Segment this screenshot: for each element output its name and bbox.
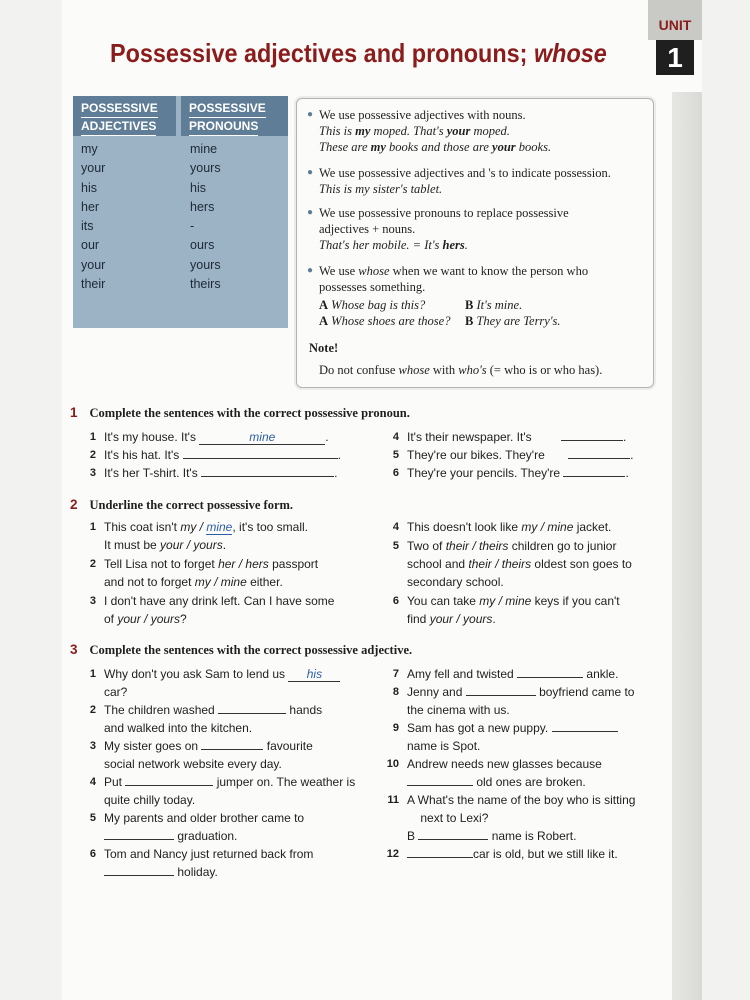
answer-blank[interactable] [407, 773, 473, 786]
unit-number: 1 [656, 40, 694, 75]
rule-1-text: We use possessive adjectives with nouns. [319, 108, 526, 122]
choice-option[interactable]: her / hers [218, 557, 269, 571]
grammar-rules-box [296, 98, 654, 388]
answer-blank[interactable] [104, 863, 174, 876]
answer-blank[interactable] [418, 827, 488, 840]
exercise-2-instruction: Underline the correct possessive form. [89, 498, 294, 512]
exercise-3-title [70, 642, 412, 658]
adjective-cell: her [81, 199, 100, 214]
note-title: Note! [309, 341, 339, 355]
exercise-2-title [70, 497, 293, 513]
pronoun-cell: mine [190, 142, 218, 156]
rule-4 [307, 263, 644, 329]
exercise-2-number: 2 [70, 497, 78, 512]
answer-blank[interactable] [466, 683, 536, 696]
adjective-cell: your [81, 257, 106, 272]
answer-blank[interactable] [125, 773, 213, 786]
answer-blank[interactable] [517, 665, 583, 678]
rule-4-text-line1: We use whose when we want to know the person who [319, 264, 589, 278]
answer-blank[interactable]: his [288, 668, 340, 682]
note-text: Do not confuse whose with who's (= who is or who has). [319, 363, 603, 377]
pronoun-cell: - [190, 219, 195, 234]
adjective-cell: our [81, 238, 100, 253]
unit-label: UNIT [648, 0, 702, 40]
rule-3-text-line1: We use possessive pronouns to replace possessive [319, 206, 569, 220]
pronoun-cell: ours [190, 238, 215, 253]
page-title-main: Possessive adjectives and pronouns; [110, 38, 528, 68]
answer-blank[interactable] [218, 701, 286, 714]
pronoun-cell: yours [190, 161, 221, 176]
unit-tab [648, 0, 702, 75]
choice-option[interactable]: my / mine [194, 575, 247, 589]
exercise-1-number: 1 [70, 405, 78, 420]
pronoun-cell: yours [190, 257, 221, 272]
rule-4-dialogue-1: A Whose bag is this? B It's mine. [319, 298, 523, 312]
pronouns-column [190, 140, 221, 294]
exercise-3-number: 3 [70, 642, 78, 657]
rule-2-example: This is my sister's tablet. [319, 182, 443, 196]
exercise-3-instruction: Complete the sentences with the correct possessive adjective. [89, 643, 413, 657]
bullet-icon: ● [307, 265, 314, 276]
choice-option[interactable]: your / yours [160, 538, 223, 552]
bullet-icon: ● [307, 207, 314, 218]
answer-blank[interactable] [563, 464, 625, 477]
choice-option[interactable]: your / yours [429, 612, 493, 626]
answer-blank[interactable] [561, 428, 623, 441]
answer-blank[interactable] [552, 719, 618, 732]
answer-blank[interactable] [201, 737, 263, 750]
adjective-cell: his [81, 180, 97, 195]
rule-4-dialogue-2: A Whose shoes are those? B They are Terry's. [319, 314, 561, 328]
page-title-emphasis: whose [533, 38, 607, 68]
rule-3 [307, 205, 644, 253]
choice-option[interactable]: their / theirs [445, 539, 509, 553]
adjective-cell: their [81, 277, 106, 292]
answer-blank[interactable] [407, 845, 473, 858]
adjective-cell: my [81, 142, 98, 156]
page-title [110, 38, 607, 69]
adjectives-header-line1: POSSESSIVE [81, 100, 158, 118]
exercise-1-instruction: Complete the sentences with the correct possessive pronoun. [89, 406, 410, 420]
pronoun-cell: his [190, 180, 206, 195]
answer-blank[interactable] [201, 464, 334, 477]
rule-1-example-1: This is my moped. That's your moped. [319, 124, 510, 138]
rule-2 [307, 165, 644, 197]
choice-option[interactable]: my / mine [521, 520, 574, 534]
pronouns-header [181, 96, 288, 136]
choice-option[interactable]: their / theirs [468, 557, 532, 571]
pronouns-header-line2: PRONOUNS [189, 118, 258, 136]
adjective-cell: its [81, 219, 94, 234]
rule-1 [307, 107, 644, 155]
answer-blank[interactable] [183, 446, 338, 459]
answer-blank[interactable] [568, 446, 630, 459]
answer-blank[interactable]: mine [199, 431, 325, 445]
exercise-1-title [70, 405, 410, 421]
rule-4-text-line2: possesses something. [319, 280, 426, 294]
rule-3-example: That's her mobile. = It's hers. [319, 238, 468, 252]
rule-3-text-line2: adjectives + nouns. [319, 222, 416, 236]
answer-blank[interactable] [104, 827, 174, 840]
adjectives-header-line2: ADJECTIVES [81, 118, 156, 136]
pronoun-cell: hers [190, 199, 215, 214]
page-edge-strip [672, 92, 702, 1000]
rule-1-example-2: These are my books and those are your books. [319, 140, 552, 154]
adjective-cell: your [81, 161, 106, 176]
choice-option[interactable]: my / mine [479, 594, 532, 608]
bullet-icon: ● [307, 167, 314, 178]
adjectives-column [81, 140, 105, 294]
rule-2-text: We use possessive adjectives and 's to indicate possession. [319, 166, 611, 180]
selected-choice[interactable]: mine [206, 520, 233, 534]
adjectives-header [73, 96, 176, 136]
possessive-reference-table [73, 96, 288, 328]
pronouns-header-line1: POSSESSIVE [189, 100, 266, 118]
choice-option[interactable]: your / yours [117, 612, 181, 626]
bullet-icon: ● [307, 109, 314, 120]
pronoun-cell: theirs [190, 277, 221, 292]
